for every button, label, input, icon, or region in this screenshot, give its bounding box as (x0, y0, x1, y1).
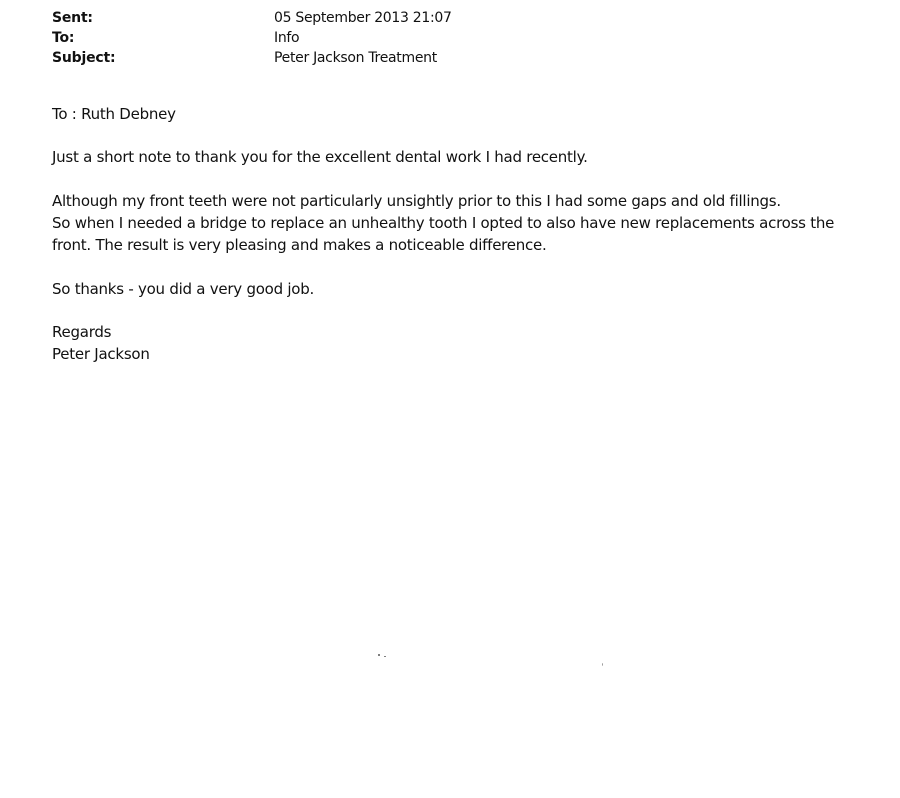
to-value: Info (274, 30, 300, 46)
paragraph-details-line-2: So when I needed a bridge to replace an unhealthy tooth I opted to also have new replacements across the (52, 214, 835, 232)
scan-speck (384, 656, 386, 657)
email-header (52, 0, 872, 68)
scan-speck (378, 654, 380, 656)
paragraph-details-line-1: Although my front teeth were not particularly unsightly prior to this I had some gaps and old fillings. (52, 192, 781, 210)
recipient-line: To : Ruth Debney (52, 105, 176, 123)
paragraph-thanks: Just a short note to thank you for the excellent dental work I had recently. (52, 148, 588, 166)
header-label-clipped (52, 0, 57, 8)
subject-label: Subject: (52, 50, 116, 66)
sent-value: 05 September 2013 21:07 (274, 10, 452, 26)
signature-name: Peter Jackson (52, 345, 150, 363)
subject-value: Peter Jackson Treatment (274, 50, 437, 66)
header-row-subject (52, 48, 872, 68)
header-row-from-clipped (52, 0, 872, 8)
header-row-sent (52, 8, 872, 28)
scan-speck (602, 663, 603, 666)
header-row-to (52, 28, 872, 48)
paragraph-details-line-3: front. The result is very pleasing and makes a noticeable difference. (52, 236, 547, 254)
email-body (52, 103, 852, 365)
header-value-clipped (274, 0, 278, 8)
closing-regards: Regards (52, 323, 112, 341)
to-label: To: (52, 30, 75, 46)
paragraph-good-job: So thanks - you did a very good job. (52, 280, 314, 298)
sent-label: Sent: (52, 10, 93, 26)
